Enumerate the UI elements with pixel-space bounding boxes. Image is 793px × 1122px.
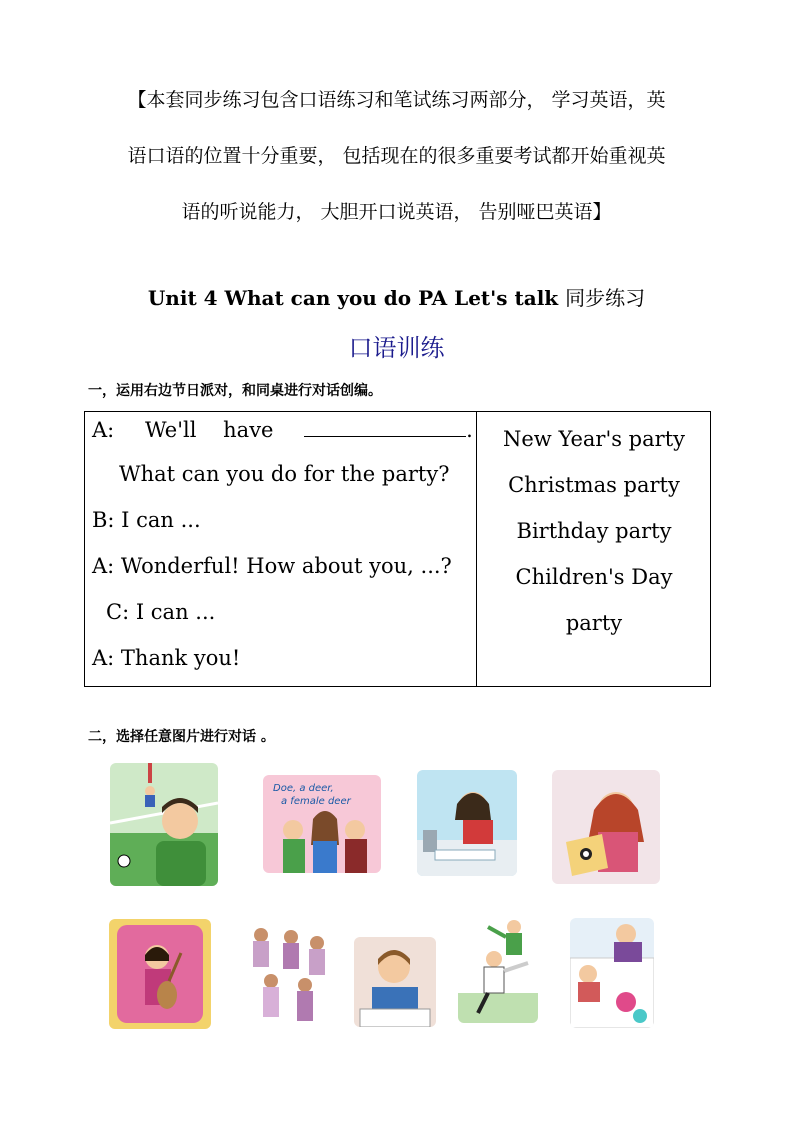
boys-doing-kungfu-image xyxy=(458,913,538,1023)
party-blank xyxy=(304,416,466,437)
party-item: Birthday party xyxy=(516,519,672,543)
dialogue-line-c1: C: I can ... xyxy=(106,600,216,624)
party-item: Children's Day xyxy=(515,565,673,589)
dialogue-line-a1 xyxy=(92,416,473,442)
title-chinese: 同步练习 xyxy=(565,286,646,310)
dialogue-line-b1: B: I can ... xyxy=(92,508,201,532)
dialogue-line-a3: A: Thank you! xyxy=(92,646,241,670)
a1-end: . xyxy=(466,418,473,442)
a1-words: We'll have xyxy=(144,418,274,442)
section1-instruction: 一，运用右边节日派对，和同桌进行对话创编。 xyxy=(88,383,382,399)
party-item: New Year's party xyxy=(502,427,685,451)
section2-instruction: 二，选择任意图片进行对话 。 xyxy=(88,729,275,745)
speaker-a: A: xyxy=(92,418,115,442)
girl-washing-hands-image xyxy=(417,770,517,876)
intro-text xyxy=(80,72,713,240)
boy-writing-image xyxy=(354,937,436,1027)
boy-playing-football-image xyxy=(110,763,218,886)
title-english: Unit 4 What can you do PA Let's talk xyxy=(147,286,559,310)
dialogue-line-a2: A: Wonderful! How about you, ...? xyxy=(92,554,452,578)
svg-text:Doe, a deer,: Doe, a deer, xyxy=(273,783,334,794)
girl-reading-book-image xyxy=(552,770,660,884)
party-list xyxy=(477,416,711,646)
svg-text:a female deer: a female deer xyxy=(281,796,351,807)
girl-playing-pipa-image xyxy=(109,919,211,1029)
intro-line-3: 语的听说能力， 大胆开口说英语， 告别哑巴英语】 xyxy=(181,201,612,223)
children-drawing-image xyxy=(570,918,654,1028)
page-title xyxy=(0,282,793,311)
dialogue-line-a1-cont: What can you do for the party? xyxy=(119,462,450,486)
party-item: party xyxy=(565,611,623,635)
children-singing-image xyxy=(263,775,381,873)
party-item: Christmas party xyxy=(508,473,680,497)
intro-line-1: 【本套同步练习包含口语练习和笔试练习两部分， 学习英语，英 xyxy=(127,89,666,111)
girls-dancing-image xyxy=(241,915,335,1031)
intro-line-2: 语口语的位置十分重要， 包括现在的很多重要考试都开始重视英 xyxy=(127,145,666,167)
oral-training-heading: 口语训练 xyxy=(348,334,445,362)
